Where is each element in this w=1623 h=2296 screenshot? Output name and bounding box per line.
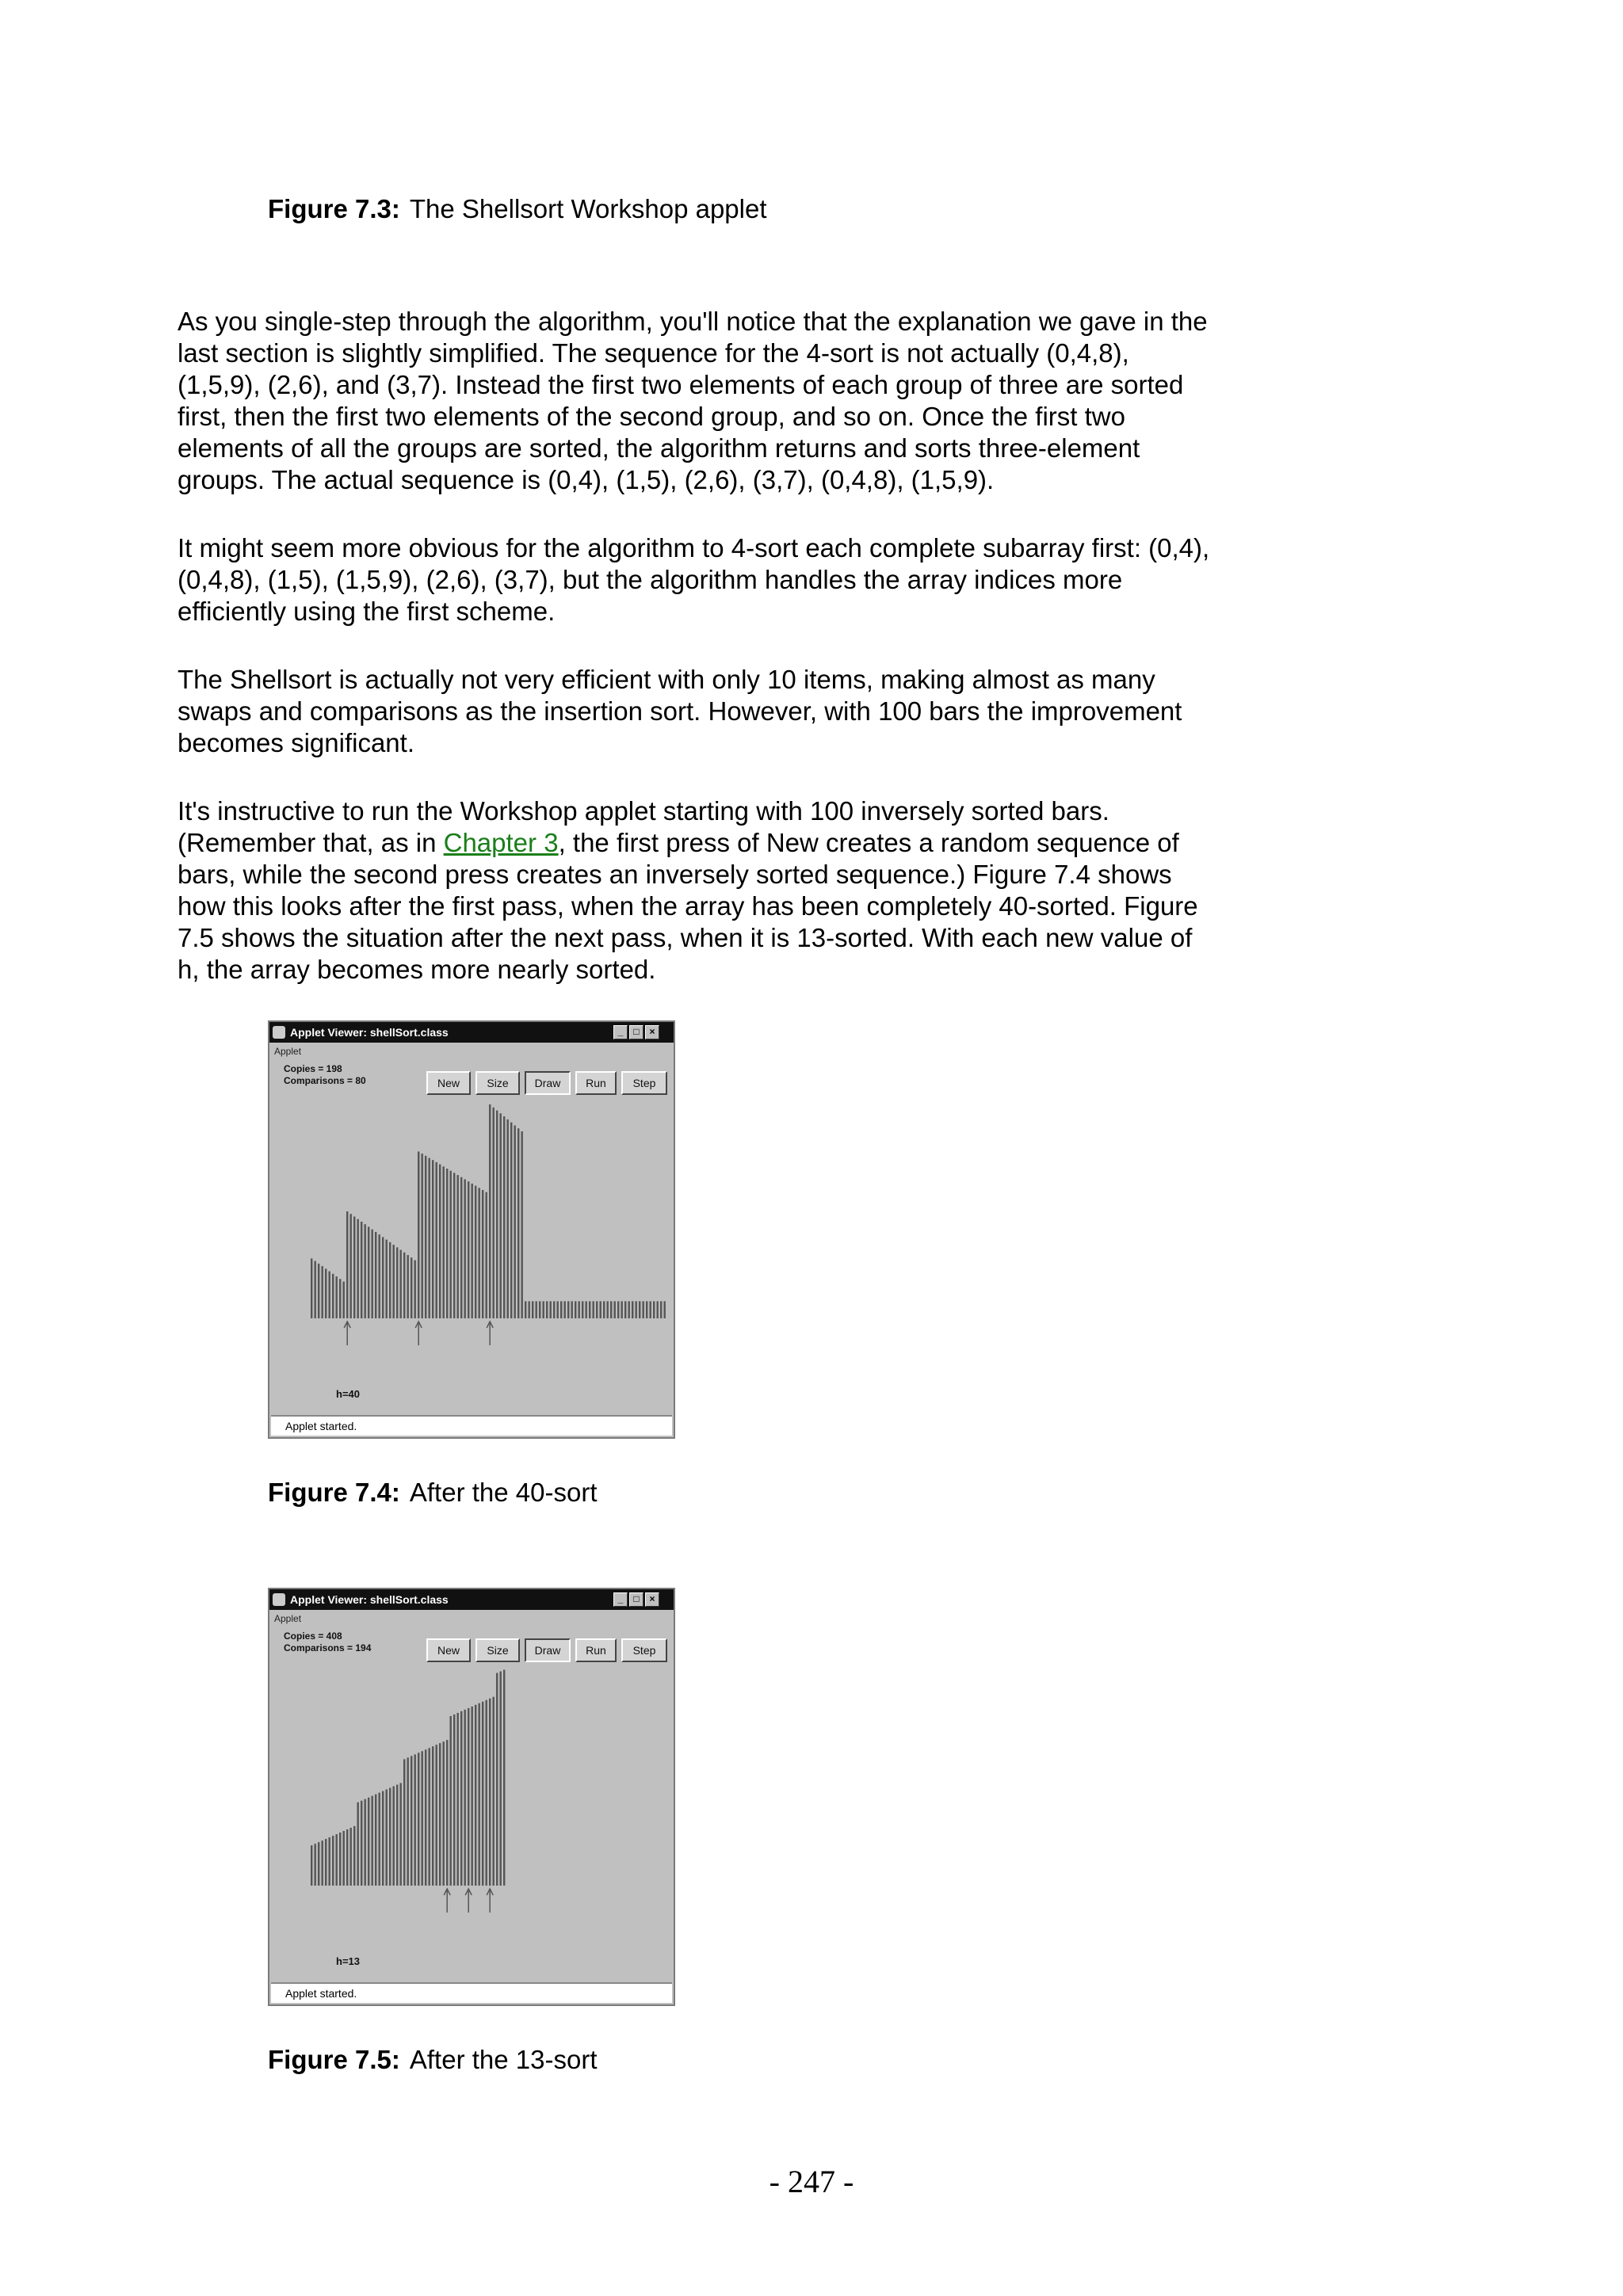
bar — [393, 1245, 395, 1318]
figure-7-4-caption — [268, 1477, 597, 1508]
bar — [472, 1184, 473, 1318]
bar — [396, 1247, 398, 1318]
bar — [386, 1240, 388, 1318]
bar — [475, 1186, 476, 1318]
bar — [489, 1699, 491, 1886]
bar — [357, 1802, 359, 1886]
bar — [453, 1714, 455, 1886]
bar — [479, 1703, 480, 1886]
bar — [539, 1301, 540, 1318]
bar — [536, 1301, 537, 1318]
bar — [411, 1257, 412, 1318]
bar — [432, 1160, 433, 1318]
window-title: Applet Viewer: shellSort.class — [290, 1026, 449, 1039]
status-bar: Applet started. — [271, 1415, 672, 1436]
bar — [643, 1301, 644, 1318]
caption-label: Figure 7.3: — [268, 194, 400, 223]
draw-button[interactable]: Draw — [525, 1071, 571, 1095]
bar — [532, 1301, 533, 1318]
paragraph-4 — [178, 795, 1287, 986]
bar — [418, 1753, 419, 1886]
bar — [414, 1754, 416, 1886]
text-line: swaps and comparisons as the insertion sort. However, with 100 bars the improvement — [178, 696, 1182, 726]
text-line: It's instructive to run the Workshop applet starting with 100 inversely sorted bars. — [178, 796, 1109, 826]
bar — [382, 1237, 384, 1318]
comparisons-count: Comparisons = 80 — [284, 1075, 366, 1086]
bar — [453, 1173, 455, 1318]
bar — [546, 1301, 548, 1318]
bar — [560, 1301, 562, 1318]
bar — [624, 1301, 626, 1318]
bar — [339, 1279, 341, 1318]
bar — [493, 1108, 495, 1318]
bar — [407, 1255, 409, 1318]
bar — [553, 1301, 555, 1318]
caption-text: The Shellsort Workshop applet — [409, 194, 767, 223]
bar — [311, 1845, 312, 1886]
menu-applet[interactable]: Applet — [274, 1046, 302, 1057]
bar — [500, 1113, 502, 1318]
menu-applet[interactable]: Applet — [274, 1613, 302, 1624]
bar — [468, 1181, 469, 1318]
bar — [653, 1301, 655, 1318]
bar — [610, 1301, 612, 1318]
bar — [557, 1301, 559, 1318]
text-line: 7.5 shows the situation after the next pass, when it is 13-sorted. With each new value of — [178, 923, 1193, 952]
bar — [389, 1788, 391, 1886]
run-button[interactable]: Run — [575, 1638, 617, 1662]
bar — [617, 1301, 619, 1318]
bar — [439, 1165, 441, 1318]
bar — [372, 1796, 373, 1886]
paragraph-2 — [178, 532, 1287, 627]
bar — [660, 1301, 662, 1318]
caption-text: After the 13-sort — [409, 2045, 598, 2074]
bar — [664, 1301, 666, 1318]
bar — [336, 1276, 338, 1318]
bar — [418, 1151, 419, 1318]
bar — [425, 1749, 426, 1886]
maximize-icon[interactable]: □ — [629, 1025, 643, 1039]
comparisons-count: Comparisons = 194 — [284, 1642, 372, 1653]
bar — [482, 1702, 483, 1886]
bar — [325, 1839, 327, 1886]
bar — [596, 1301, 598, 1318]
bar — [607, 1301, 609, 1318]
bar — [517, 1128, 519, 1318]
caption-label: Figure 7.4: — [268, 1478, 400, 1507]
bar — [503, 1670, 505, 1886]
bar — [464, 1180, 466, 1319]
maximize-icon[interactable]: □ — [629, 1592, 643, 1607]
bar — [382, 1791, 384, 1886]
bar — [386, 1790, 388, 1886]
bar — [436, 1162, 437, 1318]
bar — [514, 1126, 516, 1319]
bar — [332, 1836, 334, 1886]
bar — [353, 1826, 355, 1886]
bar — [375, 1794, 376, 1886]
bar — [400, 1250, 402, 1318]
bar — [365, 1799, 366, 1886]
figure-7-3-caption — [268, 193, 767, 225]
bar — [496, 1673, 498, 1886]
text-fragment: (Remember that, as in — [178, 828, 444, 857]
text-line: elements of all the groups are sorted, the algorithm returns and sorts three-element — [178, 433, 1140, 463]
text-line: last section is slightly simplified. The sequence for the 4-sort is not actually (0,4,8), — [178, 338, 1129, 368]
bar — [657, 1301, 659, 1318]
bar — [429, 1158, 430, 1319]
text-line: As you single-step through the algorithm, you'll notice that the explanation we gave in the — [178, 307, 1208, 336]
paragraph-3 — [178, 664, 1287, 759]
bar — [375, 1232, 376, 1318]
size-button[interactable]: Size — [475, 1071, 520, 1095]
bar — [457, 1713, 459, 1886]
bar — [472, 1707, 473, 1886]
bar — [443, 1166, 445, 1318]
bar — [493, 1697, 495, 1886]
bar — [379, 1793, 380, 1886]
bar — [322, 1840, 323, 1886]
bar-chart — [269, 1022, 675, 1439]
bar — [315, 1844, 316, 1886]
text-line: (1,5,9), (2,6), and (3,7). Instead the first two elements of each group of three are sorted — [178, 370, 1184, 399]
bar — [429, 1748, 430, 1886]
bar — [632, 1301, 633, 1318]
text-line: groups. The actual sequence is (0,4), (1,5), (2,6), (3,7), (0,4,8), (1,5,9). — [178, 465, 995, 494]
caption-label: Figure 7.5: — [268, 2045, 400, 2074]
bar — [353, 1217, 355, 1319]
bar — [446, 1740, 448, 1886]
bar — [422, 1154, 423, 1318]
step-button[interactable]: Step — [621, 1638, 667, 1662]
bar — [372, 1230, 373, 1318]
bar — [621, 1301, 623, 1318]
bar — [450, 1716, 452, 1886]
bar — [336, 1834, 338, 1886]
bar — [403, 1253, 405, 1318]
bar — [361, 1801, 362, 1886]
bar — [639, 1301, 640, 1318]
bar — [589, 1301, 590, 1318]
bar — [550, 1301, 552, 1318]
bar — [311, 1258, 312, 1318]
bar — [368, 1798, 369, 1886]
bar — [593, 1301, 594, 1318]
close-icon[interactable]: × — [645, 1592, 659, 1607]
bar — [450, 1171, 452, 1318]
bar — [457, 1175, 459, 1318]
bar — [460, 1711, 462, 1886]
bar — [579, 1301, 580, 1318]
bar — [614, 1301, 616, 1318]
caption-text: After the 40-sort — [409, 1478, 598, 1507]
minimize-icon[interactable]: _ — [613, 1025, 628, 1039]
bar — [332, 1274, 334, 1318]
text-line: (0,4,8), (1,5), (1,5,9), (2,6), (3,7), but the algorithm handles the array indices more — [178, 565, 1123, 594]
bar — [357, 1219, 359, 1318]
text-line: h, the array becomes more nearly sorted. — [178, 955, 656, 984]
bar — [379, 1234, 380, 1318]
bar — [432, 1746, 433, 1886]
new-button[interactable]: New — [426, 1071, 471, 1095]
text-line: bars, while the second press creates an inversely sorted sequence.) Figure 7.4 shows — [178, 860, 1172, 889]
bar — [525, 1301, 526, 1318]
bar — [315, 1261, 316, 1318]
bar — [443, 1741, 445, 1886]
chapter-3-link[interactable]: Chapter 3 — [443, 828, 559, 857]
run-button[interactable]: Run — [575, 1071, 617, 1095]
bar — [325, 1268, 327, 1318]
bar — [500, 1672, 502, 1886]
bar — [482, 1190, 483, 1318]
text-line: first, then the first two elements of the second group, and so on. Once the first two — [178, 402, 1125, 431]
bar — [339, 1833, 341, 1886]
bar — [425, 1156, 426, 1318]
h-value-label: h=40 — [336, 1388, 360, 1400]
applet-window-40-sort — [268, 1020, 675, 1439]
h-value-label: h=13 — [336, 1955, 360, 1967]
draw-button[interactable]: Draw — [525, 1638, 571, 1662]
page-number: - 247 - — [769, 2164, 854, 2199]
bar — [510, 1123, 512, 1318]
bar — [529, 1301, 530, 1318]
bar — [350, 1828, 352, 1886]
bar — [365, 1224, 366, 1318]
size-button[interactable]: Size — [475, 1638, 520, 1662]
text-line: It might seem more obvious for the algorithm to 4-sort each complete subarray first: (0,4), — [178, 533, 1210, 563]
bar — [422, 1751, 423, 1886]
bar — [600, 1301, 601, 1318]
bar — [464, 1710, 466, 1886]
bar — [318, 1264, 319, 1318]
bar — [396, 1785, 398, 1886]
bar — [329, 1272, 330, 1318]
bar — [489, 1104, 491, 1318]
text-line: how this looks after the first pass, when the array has been completely 40-sorted. Figure — [178, 891, 1198, 921]
bar — [407, 1757, 409, 1886]
bar — [350, 1214, 352, 1318]
bar — [479, 1188, 480, 1318]
bar — [586, 1301, 587, 1318]
bar — [507, 1119, 509, 1318]
text-line: The Shellsort is actually not very efficient with only 10 items, making almost as many — [178, 665, 1155, 694]
bar — [636, 1301, 637, 1318]
bar — [400, 1783, 402, 1886]
paragraph-1 — [178, 306, 1287, 496]
text-line — [178, 827, 1287, 859]
bar — [575, 1301, 576, 1318]
copies-count: Copies = 408 — [284, 1630, 342, 1642]
bar — [603, 1301, 605, 1318]
text-line: becomes significant. — [178, 728, 414, 757]
bar — [389, 1242, 391, 1318]
bar — [460, 1177, 462, 1318]
bar — [496, 1111, 498, 1318]
bar — [322, 1266, 323, 1318]
status-bar: Applet started. — [271, 1982, 672, 2003]
bar — [468, 1708, 469, 1886]
bar — [543, 1301, 544, 1318]
bar — [521, 1131, 523, 1318]
bar — [571, 1301, 573, 1318]
bar — [446, 1169, 448, 1318]
close-icon[interactable]: × — [645, 1025, 659, 1039]
bar — [361, 1222, 362, 1318]
bar — [439, 1743, 441, 1886]
figure-7-5-caption — [268, 2044, 597, 2076]
window-title: Applet Viewer: shellSort.class — [290, 1593, 449, 1606]
copies-count: Copies = 198 — [284, 1063, 342, 1074]
bar — [411, 1756, 412, 1886]
bar — [436, 1745, 437, 1886]
bar — [582, 1301, 583, 1318]
bar — [414, 1261, 416, 1318]
bar — [393, 1787, 395, 1886]
bar — [646, 1301, 647, 1318]
bar — [475, 1705, 476, 1886]
bar — [486, 1700, 487, 1886]
text-line: efficiently using the first scheme. — [178, 597, 556, 626]
bar — [567, 1301, 569, 1318]
bar — [503, 1116, 505, 1318]
bar — [564, 1301, 566, 1318]
step-button[interactable]: Step — [621, 1071, 667, 1095]
minimize-icon[interactable]: _ — [613, 1592, 628, 1607]
bar — [368, 1226, 369, 1318]
bar — [403, 1759, 405, 1886]
bar — [486, 1192, 487, 1318]
bar-chart — [269, 1589, 675, 2006]
bar — [650, 1301, 651, 1318]
bar — [318, 1842, 319, 1886]
bar — [343, 1282, 345, 1318]
applet-window-13-sort — [268, 1588, 675, 2006]
text-fragment: , the first press of New creates a random sequence of — [558, 828, 1179, 857]
bar — [343, 1831, 345, 1886]
bar — [628, 1301, 630, 1318]
bar — [346, 1829, 348, 1886]
bar — [346, 1211, 348, 1318]
bar — [329, 1837, 330, 1886]
new-button[interactable]: New — [426, 1638, 471, 1662]
